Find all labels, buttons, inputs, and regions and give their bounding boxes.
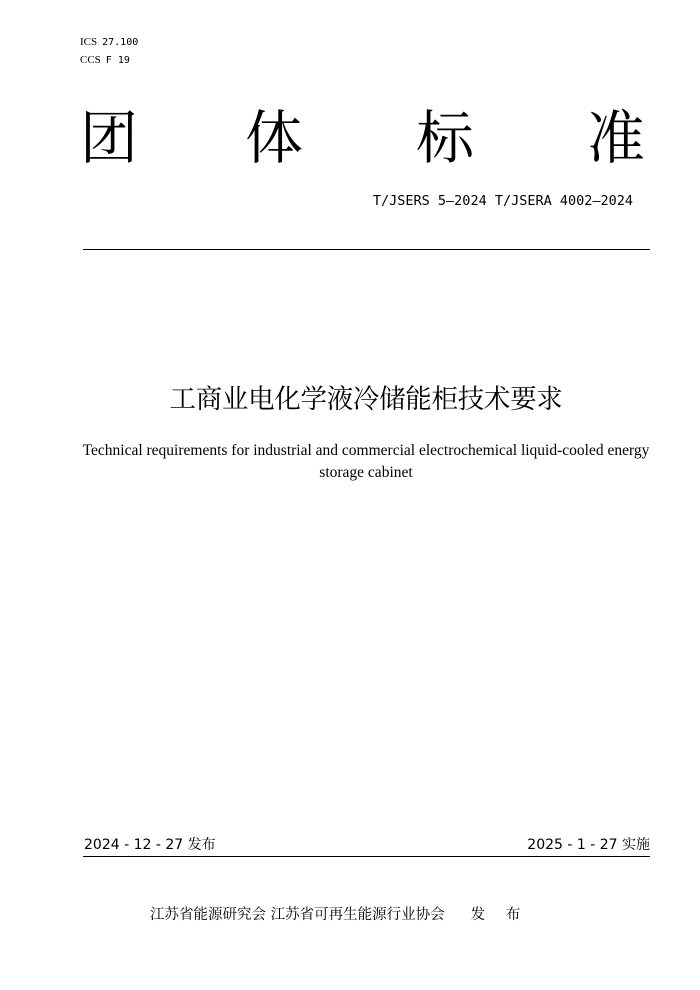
standard-number: T/JSERS 5—2024 T/JSERA 4002—2024 [372,193,633,209]
publish-date: 2024 - 12 - 27 发布 [84,837,216,853]
ccs-label: CCS [80,54,101,66]
english-title: Technical requirements for industrial and commercial electrochemical liquid-cooled energy storage cabinet [82,442,650,481]
implement-date: 2025 - 1 - 27 实施 [527,837,650,853]
header-divider [83,249,650,250]
publisher-organizations: 江苏省能源研究会 江苏省可再生能源行业协会 [150,907,445,923]
heading-char-1: 团 [80,104,139,172]
heading-char-2: 体 [245,104,304,172]
heading-char-4: 准 [587,104,646,172]
ccs-classification [80,53,130,68]
ics-label: ICS [80,36,98,48]
ccs-code: F 19 [105,55,130,66]
ics-code: 27.100 [102,37,139,48]
ics-classification [80,35,138,50]
heading-char-3: 标 [416,104,475,172]
release-label: 发 布 [470,907,529,923]
publisher-line [150,905,528,925]
footer-divider [83,856,650,857]
chinese-title: 工商业电化学液冷储能柜技术要求 [169,384,563,415]
